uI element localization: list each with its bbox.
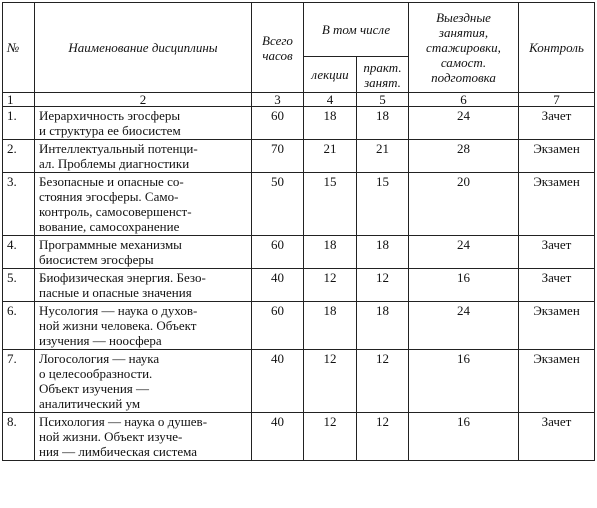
table-row — [3, 107, 595, 140]
control-type: Зачет — [519, 413, 595, 461]
total-hours: 40 — [252, 269, 304, 302]
total-hours: 60 — [252, 236, 304, 269]
practice-hours: 12 — [357, 350, 409, 413]
lecture-hours: 18 — [304, 302, 357, 350]
table-row — [3, 302, 595, 350]
header-control: Контроль — [519, 3, 595, 93]
control-type: Зачет — [519, 236, 595, 269]
header-number: № — [3, 3, 35, 93]
practice-hours: 18 — [357, 107, 409, 140]
discipline-name: Иерархичность эгосферы и структура ее биосистем — [35, 107, 252, 140]
row-number: 3. — [3, 173, 35, 236]
table-row — [3, 350, 595, 413]
column-number: 6 — [409, 93, 519, 107]
total-hours: 40 — [252, 413, 304, 461]
control-type: Экзамен — [519, 140, 595, 173]
practice-hours: 12 — [357, 269, 409, 302]
total-hours: 60 — [252, 107, 304, 140]
lecture-hours: 12 — [304, 350, 357, 413]
row-number: 6. — [3, 302, 35, 350]
lecture-hours: 12 — [304, 413, 357, 461]
control-type: Экзамен — [519, 173, 595, 236]
header-field-sessions: Выездные занятия, стажировки, самост. подготовка — [409, 3, 519, 93]
row-number: 1. — [3, 107, 35, 140]
total-hours: 70 — [252, 140, 304, 173]
practice-hours: 21 — [357, 140, 409, 173]
header-practice: практ. занят. — [357, 57, 409, 93]
discipline-name: Биофизическая энергия. Безо- пасные и опасные значения — [35, 269, 252, 302]
header-total-hours: Всего часов — [252, 3, 304, 93]
row-number: 2. — [3, 140, 35, 173]
column-number: 3 — [252, 93, 304, 107]
field-hours: 24 — [409, 236, 519, 269]
practice-hours: 18 — [357, 236, 409, 269]
discipline-name: Интеллектуальный потенци- ал. Проблемы диагностики — [35, 140, 252, 173]
discipline-name: Безопасные и опасные со- стояния эгосферы. Само- контроль, самосовершенст- вование, самосохранение — [35, 173, 252, 236]
field-hours: 28 — [409, 140, 519, 173]
control-type: Зачет — [519, 269, 595, 302]
row-number: 5. — [3, 269, 35, 302]
lecture-hours: 15 — [304, 173, 357, 236]
lecture-hours: 21 — [304, 140, 357, 173]
discipline-name: Нусология — наука о духов- ной жизни человека. Объект изучения — ноосфера — [35, 302, 252, 350]
practice-hours: 15 — [357, 173, 409, 236]
column-number: 7 — [519, 93, 595, 107]
row-number: 4. — [3, 236, 35, 269]
header-discipline-name: Наименование дисциплины — [35, 3, 252, 93]
table-row — [3, 236, 595, 269]
discipline-name: Программные механизмы биосистем эгосферы — [35, 236, 252, 269]
lecture-hours: 12 — [304, 269, 357, 302]
table-row — [3, 140, 595, 173]
table-row — [3, 269, 595, 302]
column-number-row — [3, 93, 595, 107]
field-hours: 16 — [409, 413, 519, 461]
field-hours: 20 — [409, 173, 519, 236]
row-number: 7. — [3, 350, 35, 413]
table-row — [3, 413, 595, 461]
curriculum-table — [2, 2, 595, 461]
practice-hours: 12 — [357, 413, 409, 461]
column-number: 1 — [3, 93, 35, 107]
total-hours: 60 — [252, 302, 304, 350]
field-hours: 24 — [409, 107, 519, 140]
row-number: 8. — [3, 413, 35, 461]
field-hours: 24 — [409, 302, 519, 350]
total-hours: 50 — [252, 173, 304, 236]
lecture-hours: 18 — [304, 107, 357, 140]
lecture-hours: 18 — [304, 236, 357, 269]
field-hours: 16 — [409, 269, 519, 302]
control-type: Экзамен — [519, 302, 595, 350]
control-type: Зачет — [519, 107, 595, 140]
field-hours: 16 — [409, 350, 519, 413]
discipline-name: Психология — наука о душев- ной жизни. Объект изуче- ния — лимбическая система — [35, 413, 252, 461]
practice-hours: 18 — [357, 302, 409, 350]
header-lectures: лекции — [304, 57, 357, 93]
total-hours: 40 — [252, 350, 304, 413]
column-number: 4 — [304, 93, 357, 107]
table-row — [3, 173, 595, 236]
discipline-name: Логосология — наука о целесообразности. Объект изучения — аналитический ум — [35, 350, 252, 413]
header-including: В том числе — [304, 3, 409, 57]
control-type: Экзамен — [519, 350, 595, 413]
column-number: 5 — [357, 93, 409, 107]
column-number: 2 — [35, 93, 252, 107]
